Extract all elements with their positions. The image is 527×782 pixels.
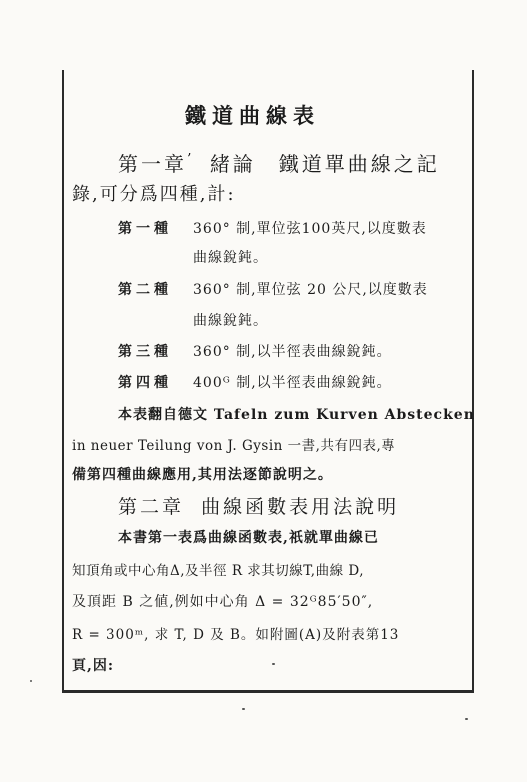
chapter-1-heading bbox=[118, 148, 440, 177]
item-3-text: 360° 制,以半徑表曲線銳鈍。 bbox=[193, 344, 392, 360]
item-1-continuation: 曲線銳鈍。 bbox=[193, 250, 268, 266]
ink-speck bbox=[465, 718, 468, 720]
paragraph-2-line-2: 知頂角或中心角Δ,及半徑 R 求其切線T,曲線 D, bbox=[72, 563, 365, 579]
item-4-label: 第四種 bbox=[118, 375, 172, 391]
item-2-text: 360° 制,單位弦 20 公尺,以度數表 bbox=[193, 282, 428, 298]
item-2-continuation: 曲線銳鈍。 bbox=[193, 313, 268, 329]
chapter-2-heading bbox=[118, 492, 399, 519]
item-1-label: 第一種 bbox=[118, 221, 172, 237]
paragraph-1-line-2: in neuer Teilung von J. Gysin 一書,共有四表,專 bbox=[72, 438, 396, 454]
item-4-text: 400ᴳ 制,以半徑表曲線銳鈍。 bbox=[193, 375, 392, 391]
page-title: 鐵道曲線表 bbox=[185, 103, 320, 128]
paragraph-2-line-5: 頁,因: bbox=[72, 658, 115, 674]
paragraph-2-line-1: 本書第一表爲曲線函數表,祇就單曲線已 bbox=[118, 530, 379, 546]
item-1-text: 360° 制,單位弦100英尺,以度數表 bbox=[193, 221, 427, 237]
item-3-label: 第三種 bbox=[118, 344, 172, 360]
ink-speck bbox=[242, 708, 245, 710]
ink-speck bbox=[272, 663, 275, 665]
chapter-1-topic: 緒論 鐵道單曲線之記 bbox=[209, 152, 440, 176]
chapter-1-number: 第一章 bbox=[118, 152, 187, 176]
paragraph-2-line-3: 及頂距 B 之値,例如中心角 Δ = 32ᴳ85′50″, bbox=[72, 594, 374, 610]
item-2-label: 第二種 bbox=[118, 282, 172, 298]
chapter-1-mark: ’ bbox=[187, 151, 195, 168]
chapter-2-topic: 曲線函數表用法說明 bbox=[201, 496, 400, 518]
paragraph-1-line-3: 備第四種曲線應用,其用法逐節說明之。 bbox=[72, 467, 333, 483]
paragraph-2-line-4: R = 300ᵐ, 求 T, D 及 B。如附圖(A)及附表第13 bbox=[72, 627, 400, 643]
paragraph-1-line-1: 本表翻自德文 Tafeln zum Kurven Abstecken bbox=[118, 407, 475, 423]
chapter-1-continuation: 錄,可分爲四種,計: bbox=[72, 184, 236, 205]
ink-speck bbox=[30, 680, 32, 682]
chapter-2-number: 第二章 bbox=[118, 496, 185, 518]
